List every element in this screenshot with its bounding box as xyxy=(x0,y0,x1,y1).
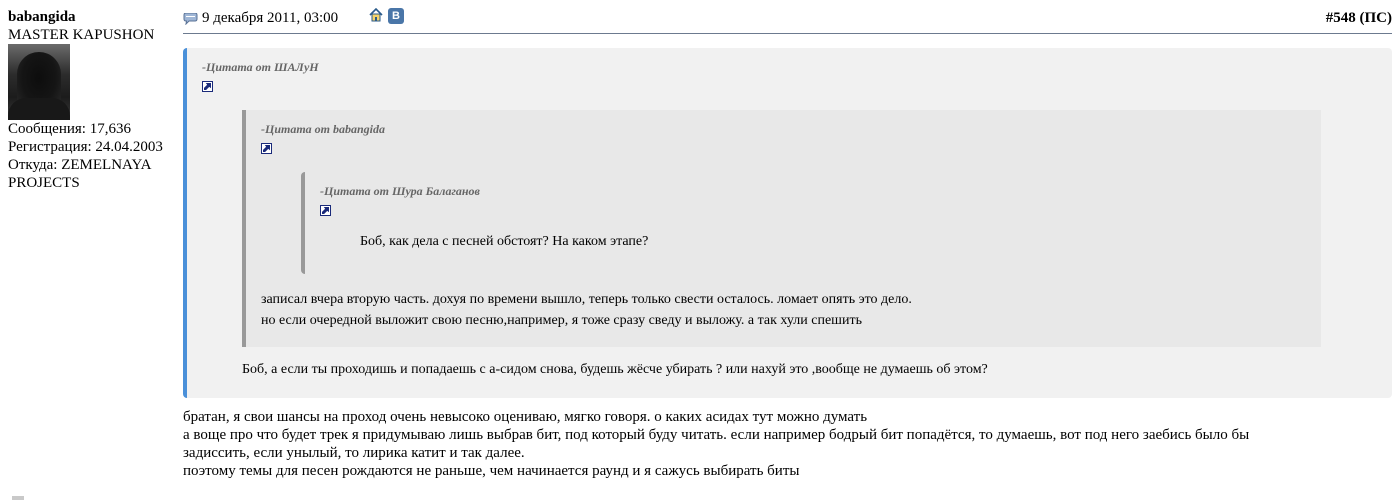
quote-middle-line1: записал вчера вторую часть. дохуя по времени вышло, теперь только свести осталось. ломает опять это дело. xyxy=(261,292,912,307)
jump-to-post-icon[interactable] xyxy=(320,205,331,216)
quote-middle-text xyxy=(261,289,1306,331)
post-message xyxy=(183,408,1392,480)
message-line1: братан, я свои шансы на проход очень невысоко оцениваю, мягко говоря. о каких асидах тут можно думать xyxy=(183,409,868,425)
post-icon xyxy=(183,13,198,25)
message-line4: поэтому темы для песен рождаются не раньше, чем начинается раунд и я сажусь выбирать биты xyxy=(183,463,800,479)
user-post-count: Сообщения: 17,636 xyxy=(8,121,131,137)
user-registration-date: Регистрация: 24.04.2003 xyxy=(8,139,163,155)
quote-outer-author: -Цитата от ШАЛуН xyxy=(202,60,319,74)
jump-to-post-icon[interactable] xyxy=(261,143,272,154)
user-title: MASTER KAPUSHON xyxy=(8,27,155,43)
user-location-line1: Откуда: ZEMELNAYA xyxy=(8,157,152,173)
username-link[interactable]: babangida xyxy=(8,9,76,25)
user-info xyxy=(8,8,178,192)
quote-inner-text: Боб, как дела с песней обстоят? На каком этапе? xyxy=(360,234,649,249)
message-line3: задиссить, если унылый, то лирика катит и так далее. xyxy=(183,445,525,461)
message-line2: а воще про что будет трек я придумываю лишь выбрав бит, под который буду читать. если например бодрый бит попадётся, то думаешь, вот под него заебись было бы xyxy=(183,427,1250,443)
jump-to-post-icon[interactable] xyxy=(202,81,213,92)
post-dateline xyxy=(183,10,338,27)
user-location-line2: PROJECTS xyxy=(8,175,80,191)
post xyxy=(183,0,1392,480)
post-number-link[interactable]: #548 xyxy=(1325,10,1356,26)
quote-inner-author: -Цитата от Шура Балаганов xyxy=(320,184,480,198)
quote-middle-line2: но если очередной выложит свою песню,например, я тоже сразу сведу и выложу. а так хули спешить xyxy=(261,313,862,328)
home-icon[interactable] xyxy=(369,8,383,22)
post-ps-label: (ПС) xyxy=(1359,10,1392,26)
post-date: 9 декабря 2011, 03:00 xyxy=(202,10,339,26)
avatar-shoulders xyxy=(8,98,70,120)
quote-middle xyxy=(242,110,1321,347)
post-footer-icon xyxy=(12,496,24,500)
post-header xyxy=(183,0,1392,34)
user-avatar[interactable] xyxy=(8,44,70,120)
post-number-block xyxy=(1326,10,1392,27)
quote-inner xyxy=(301,172,1306,274)
vk-icon[interactable]: В xyxy=(388,8,404,24)
quote-outer xyxy=(183,48,1392,398)
quote-middle-author: -Цитата от babangida xyxy=(261,122,386,136)
quote-outer-text: Боб, а если ты проходишь и попадаешь с а-сидом снова, будешь жёсче убирать ? или нахуй это ,вообще не думаешь об этом? xyxy=(242,362,988,377)
